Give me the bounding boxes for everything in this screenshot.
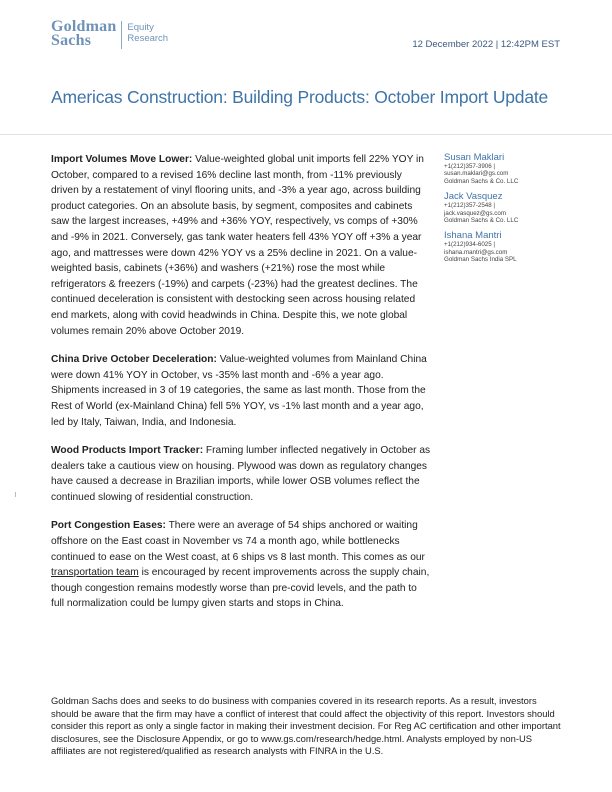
section-text: Value-weighted volumes from Mainland China were down 41% YOY in October, vs -35% last month and -6% a year ago. Shipments increased in 3 of 19 categories, the same as last month. Those from the Rest of World (ex-Mainland China) fell 5% YOY, vs -1% last month and a year ago, led by Italy, Taiwan, India, and Indonesia. (51, 354, 427, 428)
report-title: Americas Construction: Building Products: October Import Update (51, 87, 549, 107)
report-body (51, 152, 431, 625)
author-card (444, 152, 574, 185)
author-email[interactable]: jack.vasquez@gs.com (444, 209, 506, 217)
author-phone: +1(212)934-6025 | (444, 241, 495, 249)
author-name: Ishana Mantri (444, 230, 502, 242)
section-port-congestion (51, 518, 431, 612)
section-heading: Port Congestion Eases: (51, 520, 166, 532)
author-card (444, 230, 574, 263)
section-wood-products (51, 443, 431, 505)
transportation-team-link[interactable]: transportation team (51, 567, 139, 579)
disclaimer: Goldman Sachs does and seeks to do business with companies covered in its research reports. As a result, investors should be aware that the firm may have a conflict of interest that could affect the objectivity of this report. Investors should consider this report as only a single factor in making their investment decision. For Reg AC certification and other important disclosures, see the Disclosure Appendix, or go to www.gs.com/research/hedge.html. Analysts employed by non-US affiliates are not registered/qualified as research analysts with FINRA in the U.S. (51, 695, 561, 757)
section-heading: China Drive October Deceleration: (51, 354, 217, 366)
author-card (444, 191, 574, 224)
report-date: 12 December 2022 | 12:42PM EST (412, 39, 560, 50)
section-import-volumes (51, 152, 431, 339)
logo-wordmark: Goldman Sachs (51, 18, 117, 49)
section-heading: Import Volumes Move Lower: (51, 154, 193, 165)
logo-subtitle: Equity Research (127, 22, 169, 44)
author-email[interactable]: ishana.mantri@gs.com (444, 248, 508, 256)
section-china (51, 352, 431, 430)
author-email[interactable]: susan.maklari@gs.com (444, 170, 509, 178)
section-text: Framing lumber inflected negatively in October as dealers take a cautious view on housing. Plywood was down as regulatory changes have caused a decrease in Brazilian imports, while lower OSB volumes reflect the continued slowing of residential construction. (51, 445, 431, 503)
header-divider (0, 134, 612, 135)
author-list (444, 152, 574, 270)
author-name: Jack Vasquez (444, 191, 503, 203)
author-name: Susan Maklari (444, 152, 505, 163)
section-text: Value-weighted global unit imports fell 22% YOY in October, compared to a revised 16% decline last month, from -11% previously driven by a restatement of vinyl flooring units, and -3% a year ago, across building product categories. On an absolute basis, by segment, composites and cabinets saw the largest increases, +49% and +36% YOY, respectively, vs comps of +30% and -9% in 2021. Conversely, gas tank water heaters fell 43% YOY off +3% a year ago, and mattresses were down 42% YOY vs a 25% decline in 2021. On a value-weighted basis, cabinets (+36%) and washers (+21%) rose the most while refrigerators & freezers (-19%) and carpets (-23%) had the greatest declines. The continued deceleration is consistent with destocking seen across housing related end markets, along with covid headwinds in China. Despite this, we note global volumes remain 20% above October 2019. (51, 154, 424, 337)
section-heading: Wood Products Import Tracker: (51, 445, 204, 457)
goldman-sachs-logo (51, 20, 168, 49)
author-firm: Goldman Sachs India SPL (444, 256, 517, 264)
logo-divider (121, 21, 122, 49)
author-firm: Goldman Sachs & Co. LLC (444, 217, 519, 225)
section-text: There were an average of 54 ships anchored or waiting offshore on the East coast in November vs 74 a month ago, while bottlenecks continued to ease on the West coast, at 6 ships vs 8 last month. This comes as our (51, 520, 425, 563)
author-firm: Goldman Sachs & Co. LLC (444, 177, 519, 185)
section-text-continued: is encouraged by recent improvements across the supply chain, though congestion remains modestly worse than pre-covid levels, and the path to full normalization could be lumpy given starts and stops in China. (51, 567, 430, 610)
author-phone: +1(212)357-2548 | (444, 202, 495, 210)
margin-marker (15, 492, 16, 497)
author-phone: +1(212)357-3906 | (444, 163, 495, 170)
